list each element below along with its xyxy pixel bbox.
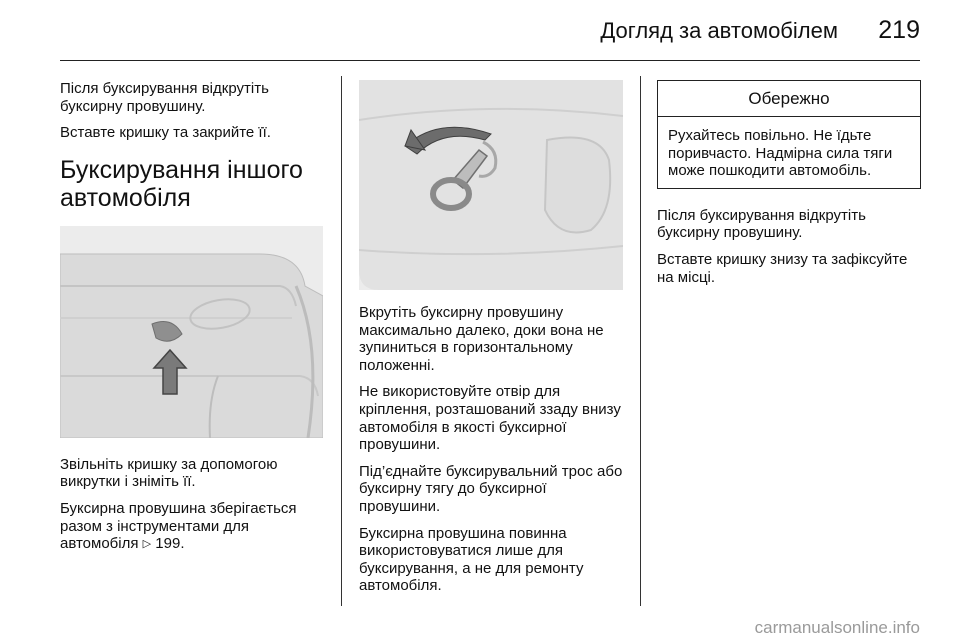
page-reference-triangle-icon: ▷ xyxy=(142,538,152,551)
column-2 xyxy=(359,80,625,604)
column-1 xyxy=(60,80,325,563)
page-number: 219 xyxy=(878,16,920,44)
paragraph: Звільніть кришку за допомогою викрутки і зніміть її. xyxy=(60,455,278,491)
paragraph: Вставте кришку знизу та зафіксуйте на місці. xyxy=(657,250,908,286)
warning-box xyxy=(657,80,921,189)
paragraph: Після буксирування відкрутіть буксирну провушину. xyxy=(657,206,866,242)
towing-eye-drawing xyxy=(359,80,623,290)
paragraph: Після буксирування відкрутіть буксирну провушину. xyxy=(60,80,269,115)
paragraph: Вкрутіть буксирну провушину максимально далеко, доки вона не зупиниться в горизонтальному положенні. xyxy=(359,304,604,374)
column-divider-2 xyxy=(640,76,641,606)
page-reference: 199. xyxy=(155,535,185,553)
column-divider-1 xyxy=(341,76,342,606)
paragraph: Під’єднайте буксирувальний трос або буксирну тягу до буксирної провушини. xyxy=(359,462,623,515)
warning-title: Обережно xyxy=(658,81,920,117)
towing-eye-illustration xyxy=(359,80,623,290)
section-heading: Буксирування іншого автомобіля xyxy=(60,155,303,212)
bumper-cover-illustration xyxy=(60,226,323,438)
column-3 xyxy=(657,80,921,295)
bumper-cover-drawing xyxy=(60,226,323,438)
warning-text: Рухайтесь повільно. Не їдьте поривчасто. Надмірна сила тяги може пошкодити автомобіль. xyxy=(668,127,893,180)
paragraph: Вставте кришку та закрийте її. xyxy=(60,124,271,142)
paragraph-text: Буксирна провушина зберігається разом з інструментами для автомобіля xyxy=(60,499,297,553)
watermark: carmanualsonline.info xyxy=(754,618,920,637)
paragraph: Не використовуйте отвір для кріплення, розташований ззаду внизу автомобіля в якості буксирної провушини. xyxy=(359,383,621,454)
section-title: Догляд за автомобілем xyxy=(600,18,838,43)
paragraph: Буксирна провушина повинна використовуватися лише для буксирування, а не для ремонту автомобіля. xyxy=(359,524,584,595)
paragraph xyxy=(60,500,325,554)
header-divider xyxy=(60,60,920,61)
